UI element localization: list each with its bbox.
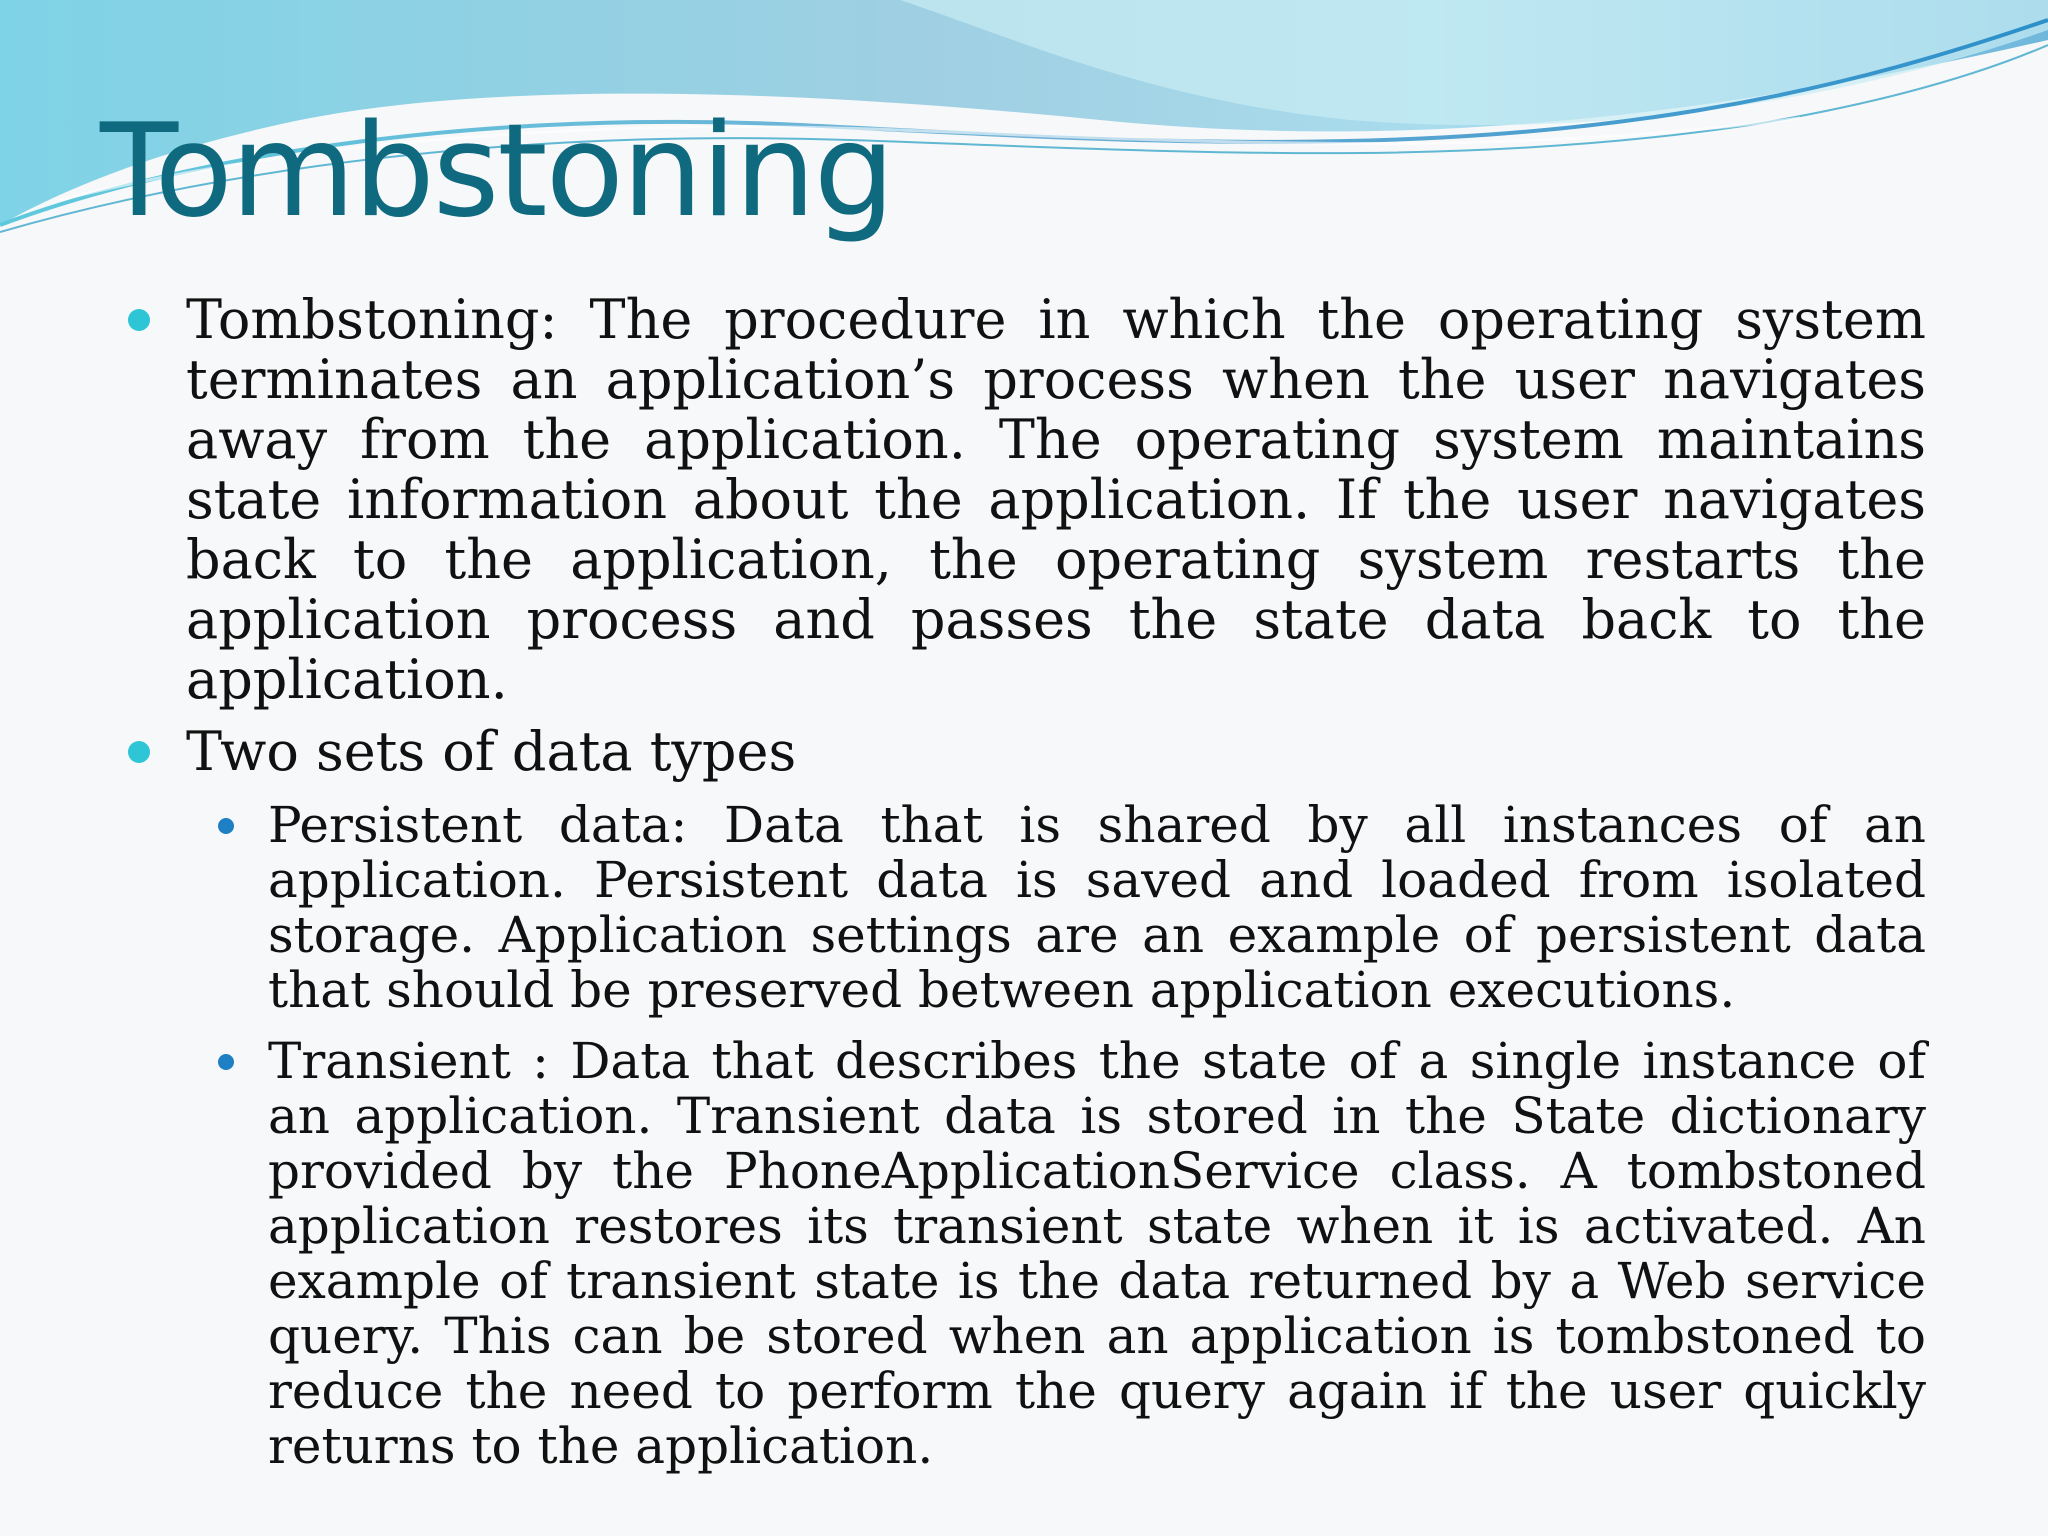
sub-bullet-item-transient bbox=[128, 1034, 1926, 1474]
sub-bullet-text: Transient : Data that describes the state of a single instance of an application. Transient data is stored in the State dictionary provided by the PhoneApplicationService class. A tombstoned application restores its transient state when it is activated. An example of transient state is the data returned by a Web service query. This can be stored when an application is tombstoned to reduce the need to perform the query again if the user quickly returns to the application. bbox=[268, 1032, 1926, 1475]
bullet-text: Tombstoning: The procedure in which the operating system terminates an application’s process when the user navigates away from the application. The operating system maintains state information about the application. If the user navigates back to the application, the operating system restarts the application process and passes the state data back to the application. bbox=[186, 288, 1926, 711]
bullet-item-tombstoning bbox=[128, 290, 1926, 710]
sub-bullet-dot-icon bbox=[218, 818, 234, 834]
sub-bullet-list bbox=[128, 798, 1926, 1474]
sub-bullet-item-persistent bbox=[128, 798, 1926, 1018]
bullet-dot-icon bbox=[128, 309, 150, 331]
slide-title: Tombstoning bbox=[100, 97, 893, 246]
bullet-text: Two sets of data types bbox=[186, 720, 797, 783]
sub-bullet-text: Persistent data: Data that is shared by all instances of an application. Persistent data is saved and loaded from isolated storage. Application settings are an example of persistent data that should be preserved between application executions. bbox=[268, 796, 1926, 1019]
bullet-list bbox=[128, 290, 1926, 1474]
sub-bullet-dot-icon bbox=[218, 1054, 234, 1070]
slide-content bbox=[128, 290, 1926, 1490]
bullet-dot-icon bbox=[128, 741, 150, 763]
bullet-item-data-types bbox=[128, 722, 1926, 1474]
